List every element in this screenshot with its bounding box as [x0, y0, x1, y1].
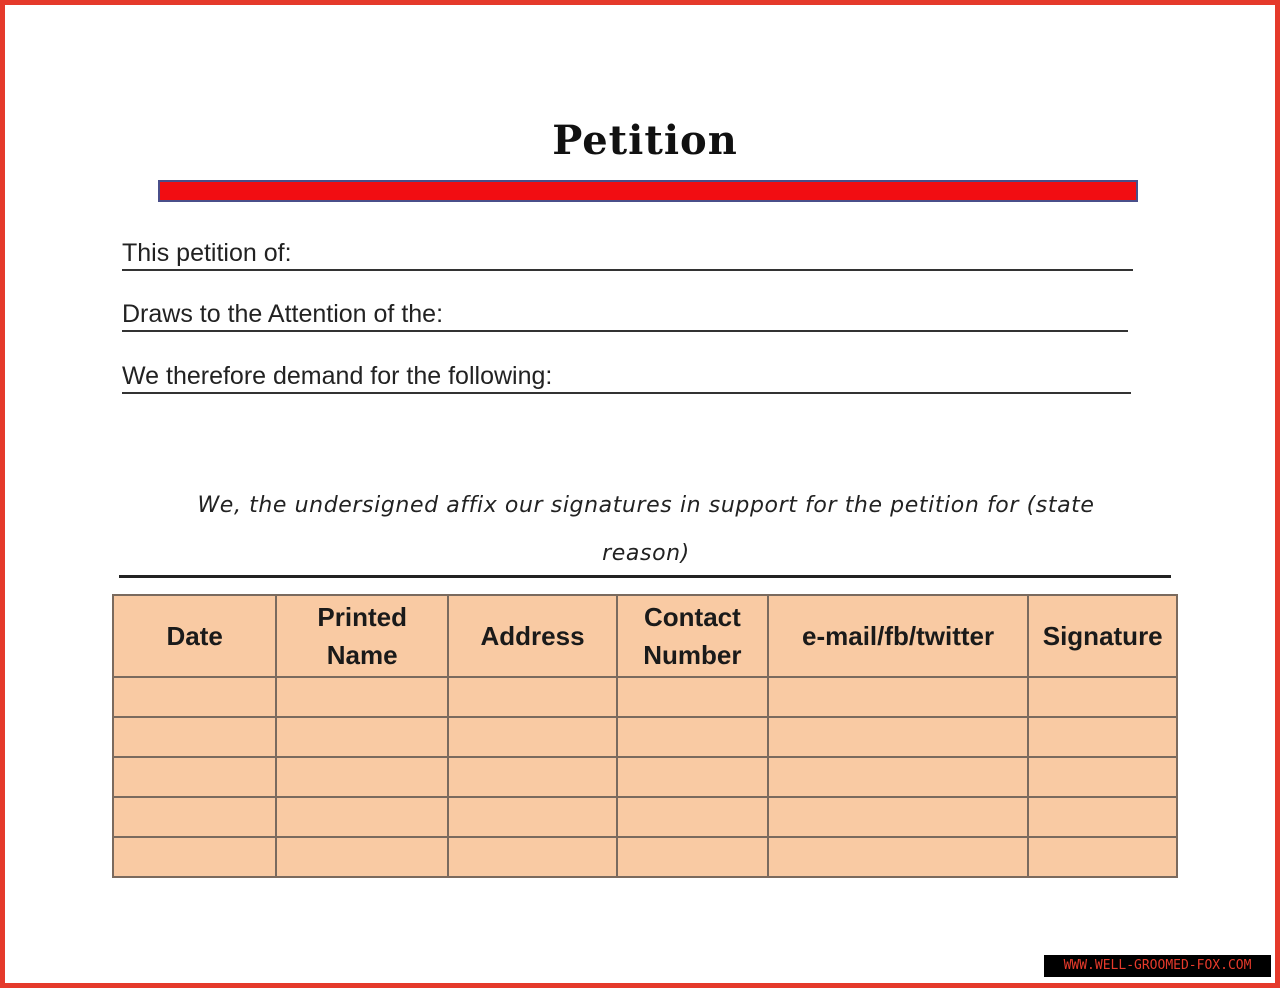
- column-header-contact-social: e-mail/fb/twitter: [768, 595, 1029, 677]
- table-cell[interactable]: [1028, 837, 1177, 877]
- signature-table: [112, 594, 1178, 878]
- table-cell[interactable]: [617, 717, 768, 757]
- table-cell[interactable]: [276, 757, 448, 797]
- demand-label: We therefore demand for the following:: [122, 362, 553, 390]
- demand-field[interactable]: [122, 362, 1131, 394]
- column-header-address: Address: [448, 595, 617, 677]
- table-cell[interactable]: [276, 797, 448, 837]
- petition-of-field[interactable]: [122, 239, 1133, 271]
- table-cell[interactable]: [113, 837, 276, 877]
- table-cell[interactable]: [276, 837, 448, 877]
- attention-of-label: Draws to the Attention of the:: [122, 300, 444, 328]
- table-cell[interactable]: [448, 757, 617, 797]
- statement-divider: [119, 575, 1171, 578]
- title-underline-bar: [158, 180, 1138, 202]
- table-row: [113, 677, 1177, 717]
- table-header-row: [113, 595, 1177, 677]
- column-header-contact-number: Contact Number: [617, 595, 768, 677]
- table-cell[interactable]: [768, 677, 1029, 717]
- attention-of-field[interactable]: [122, 300, 1128, 332]
- table-cell[interactable]: [768, 757, 1029, 797]
- table-cell[interactable]: [768, 837, 1029, 877]
- table-row: [113, 797, 1177, 837]
- table-cell[interactable]: [276, 717, 448, 757]
- table-cell[interactable]: [276, 677, 448, 717]
- table-cell[interactable]: [617, 837, 768, 877]
- table-cell[interactable]: [617, 797, 768, 837]
- table-cell[interactable]: [113, 677, 276, 717]
- table-cell[interactable]: [1028, 757, 1177, 797]
- table-row: [113, 837, 1177, 877]
- table-cell[interactable]: [1028, 717, 1177, 757]
- table-cell[interactable]: [113, 757, 276, 797]
- table-cell[interactable]: [448, 717, 617, 757]
- table-row: [113, 757, 1177, 797]
- table-cell[interactable]: [448, 837, 617, 877]
- table-cell[interactable]: [1028, 797, 1177, 837]
- support-statement: We, the undersigned affix our signatures in support for the petition for (state reason): [197, 493, 1095, 566]
- document-title: Petition: [552, 117, 738, 164]
- column-header-printed-name: Printed Name: [276, 595, 448, 677]
- table-cell[interactable]: [768, 717, 1029, 757]
- table-cell[interactable]: [768, 797, 1029, 837]
- table-cell[interactable]: [617, 677, 768, 717]
- petition-of-label: This petition of:: [122, 239, 292, 267]
- table-cell[interactable]: [448, 797, 617, 837]
- table-cell[interactable]: [617, 757, 768, 797]
- table-cell[interactable]: [113, 797, 276, 837]
- signature-rows: [113, 677, 1177, 877]
- table-cell[interactable]: [113, 717, 276, 757]
- table-cell[interactable]: [448, 677, 617, 717]
- watermark: WWW.WELL-GROOMED-FOX.COM: [1044, 955, 1271, 977]
- table-row: [113, 717, 1177, 757]
- column-header-signature: Signature: [1028, 595, 1177, 677]
- table-cell[interactable]: [1028, 677, 1177, 717]
- column-header-date: Date: [113, 595, 276, 677]
